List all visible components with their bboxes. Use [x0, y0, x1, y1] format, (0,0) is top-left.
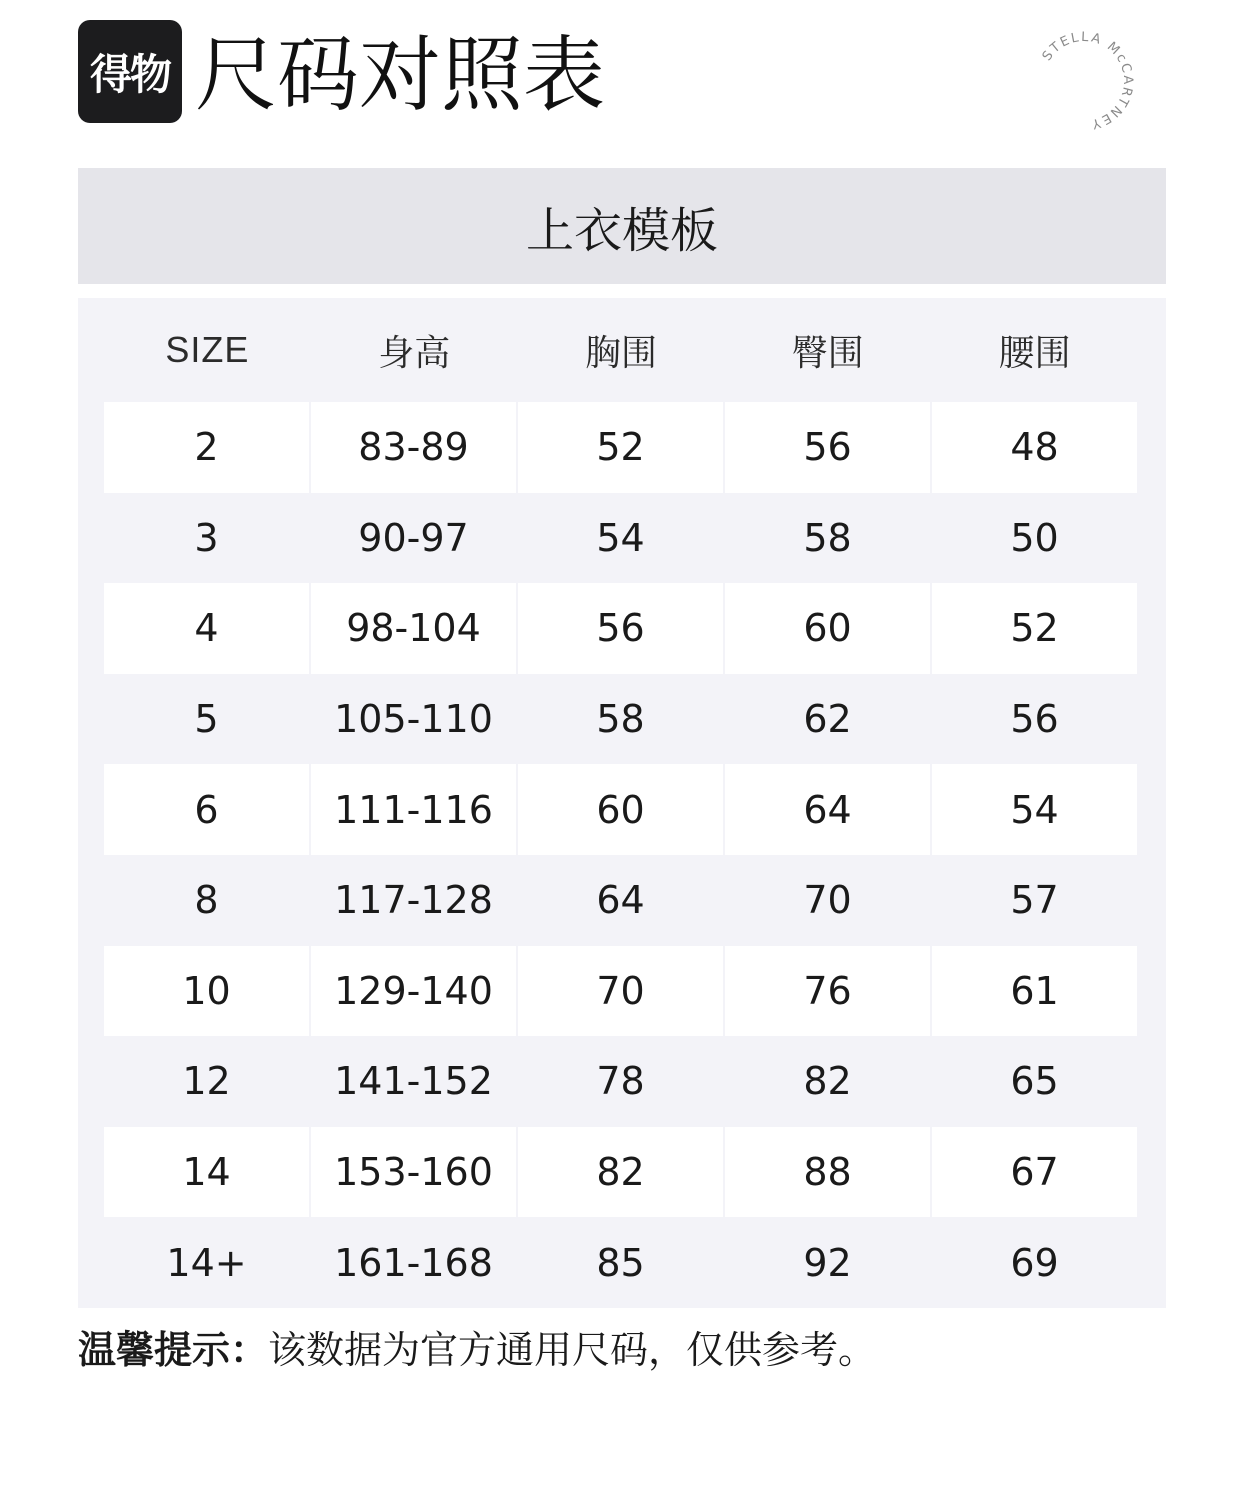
cell-height: 141-152 — [334, 1059, 493, 1104]
cell-hip: 76 — [725, 946, 930, 1037]
cell-size: 14+ — [166, 1240, 247, 1285]
cell-chest: 60 — [518, 764, 723, 855]
table-row — [104, 583, 1138, 674]
cell-size: 2 — [104, 402, 309, 493]
cell-hip: 88 — [725, 1127, 930, 1218]
table-row — [104, 855, 1138, 946]
cell-chest: 70 — [518, 946, 723, 1037]
cell-height: 98-104 — [311, 583, 516, 674]
template-title: 上衣模板 — [525, 202, 718, 259]
cell-height: 111-116 — [311, 764, 516, 855]
cell-size: 12 — [182, 1059, 231, 1104]
cell-chest: 82 — [518, 1127, 723, 1218]
table-row — [104, 764, 1138, 855]
cell-waist: 69 — [1010, 1240, 1059, 1285]
cell-size: 14 — [104, 1127, 309, 1218]
table-row — [104, 402, 1138, 493]
cell-chest: 85 — [596, 1240, 645, 1285]
cell-chest: 64 — [596, 878, 645, 923]
cell-waist: 67 — [932, 1127, 1137, 1218]
cell-height: 153-160 — [311, 1127, 516, 1218]
table-body — [104, 402, 1138, 1308]
cell-chest: 54 — [596, 515, 645, 560]
header-hip: 臀围 — [791, 332, 864, 374]
cell-height: 117-128 — [334, 878, 493, 923]
cell-waist: 48 — [932, 402, 1137, 493]
cell-height: 90-97 — [358, 515, 469, 560]
cell-size: 6 — [104, 764, 309, 855]
cell-waist: 57 — [1010, 878, 1059, 923]
brand-seal-logo — [1025, 22, 1143, 140]
cell-chest: 52 — [518, 402, 723, 493]
header-waist: 腰围 — [998, 332, 1071, 374]
dewu-logo — [78, 20, 182, 123]
cell-hip: 62 — [803, 697, 852, 742]
table-row — [104, 674, 1138, 765]
cell-hip: 58 — [803, 515, 852, 560]
template-header — [78, 168, 1166, 284]
cell-hip: 56 — [725, 402, 930, 493]
header-chest: 胸围 — [584, 332, 657, 374]
cell-hip: 64 — [725, 764, 930, 855]
table-row — [104, 493, 1138, 584]
cell-height: 129-140 — [311, 946, 516, 1037]
note-label: 温馨提示： — [78, 1328, 269, 1372]
cell-chest: 56 — [518, 583, 723, 674]
cell-waist: 50 — [1010, 515, 1059, 560]
cell-chest: 58 — [596, 697, 645, 742]
table-row — [104, 946, 1138, 1037]
size-note — [78, 1320, 876, 1380]
cell-height: 161-168 — [334, 1240, 493, 1285]
cell-waist: 54 — [932, 764, 1137, 855]
cell-size: 4 — [104, 583, 309, 674]
cell-hip: 82 — [803, 1059, 852, 1104]
cell-hip: 70 — [803, 878, 852, 923]
cell-size: 5 — [194, 697, 219, 742]
cell-size: 8 — [194, 878, 219, 923]
cell-waist: 65 — [1010, 1059, 1059, 1104]
table-row — [104, 1036, 1138, 1127]
cell-height: 105-110 — [334, 697, 493, 742]
cell-waist: 61 — [932, 946, 1137, 1037]
table-row — [104, 1127, 1138, 1218]
cell-waist: 56 — [1010, 697, 1059, 742]
note-text: 该数据为官方通用尺码，仅供参考。 — [268, 1328, 877, 1372]
cell-waist: 52 — [932, 583, 1137, 674]
page-title: 尺码对照表 — [195, 28, 606, 123]
cell-hip: 60 — [725, 583, 930, 674]
cell-height: 83-89 — [311, 402, 516, 493]
header-height: 身高 — [378, 332, 451, 374]
table-row — [104, 1217, 1138, 1308]
cell-chest: 78 — [596, 1059, 645, 1104]
table-header-row — [104, 298, 1138, 402]
header-size: SIZE — [165, 329, 250, 370]
size-table — [78, 298, 1166, 1308]
cell-size: 3 — [194, 515, 219, 560]
logo-text: 得物 — [89, 49, 170, 99]
cell-hip: 92 — [803, 1240, 852, 1285]
cell-size: 10 — [104, 946, 309, 1037]
brand-seal-text: STELLA McCARTNEY — [1039, 29, 1136, 132]
